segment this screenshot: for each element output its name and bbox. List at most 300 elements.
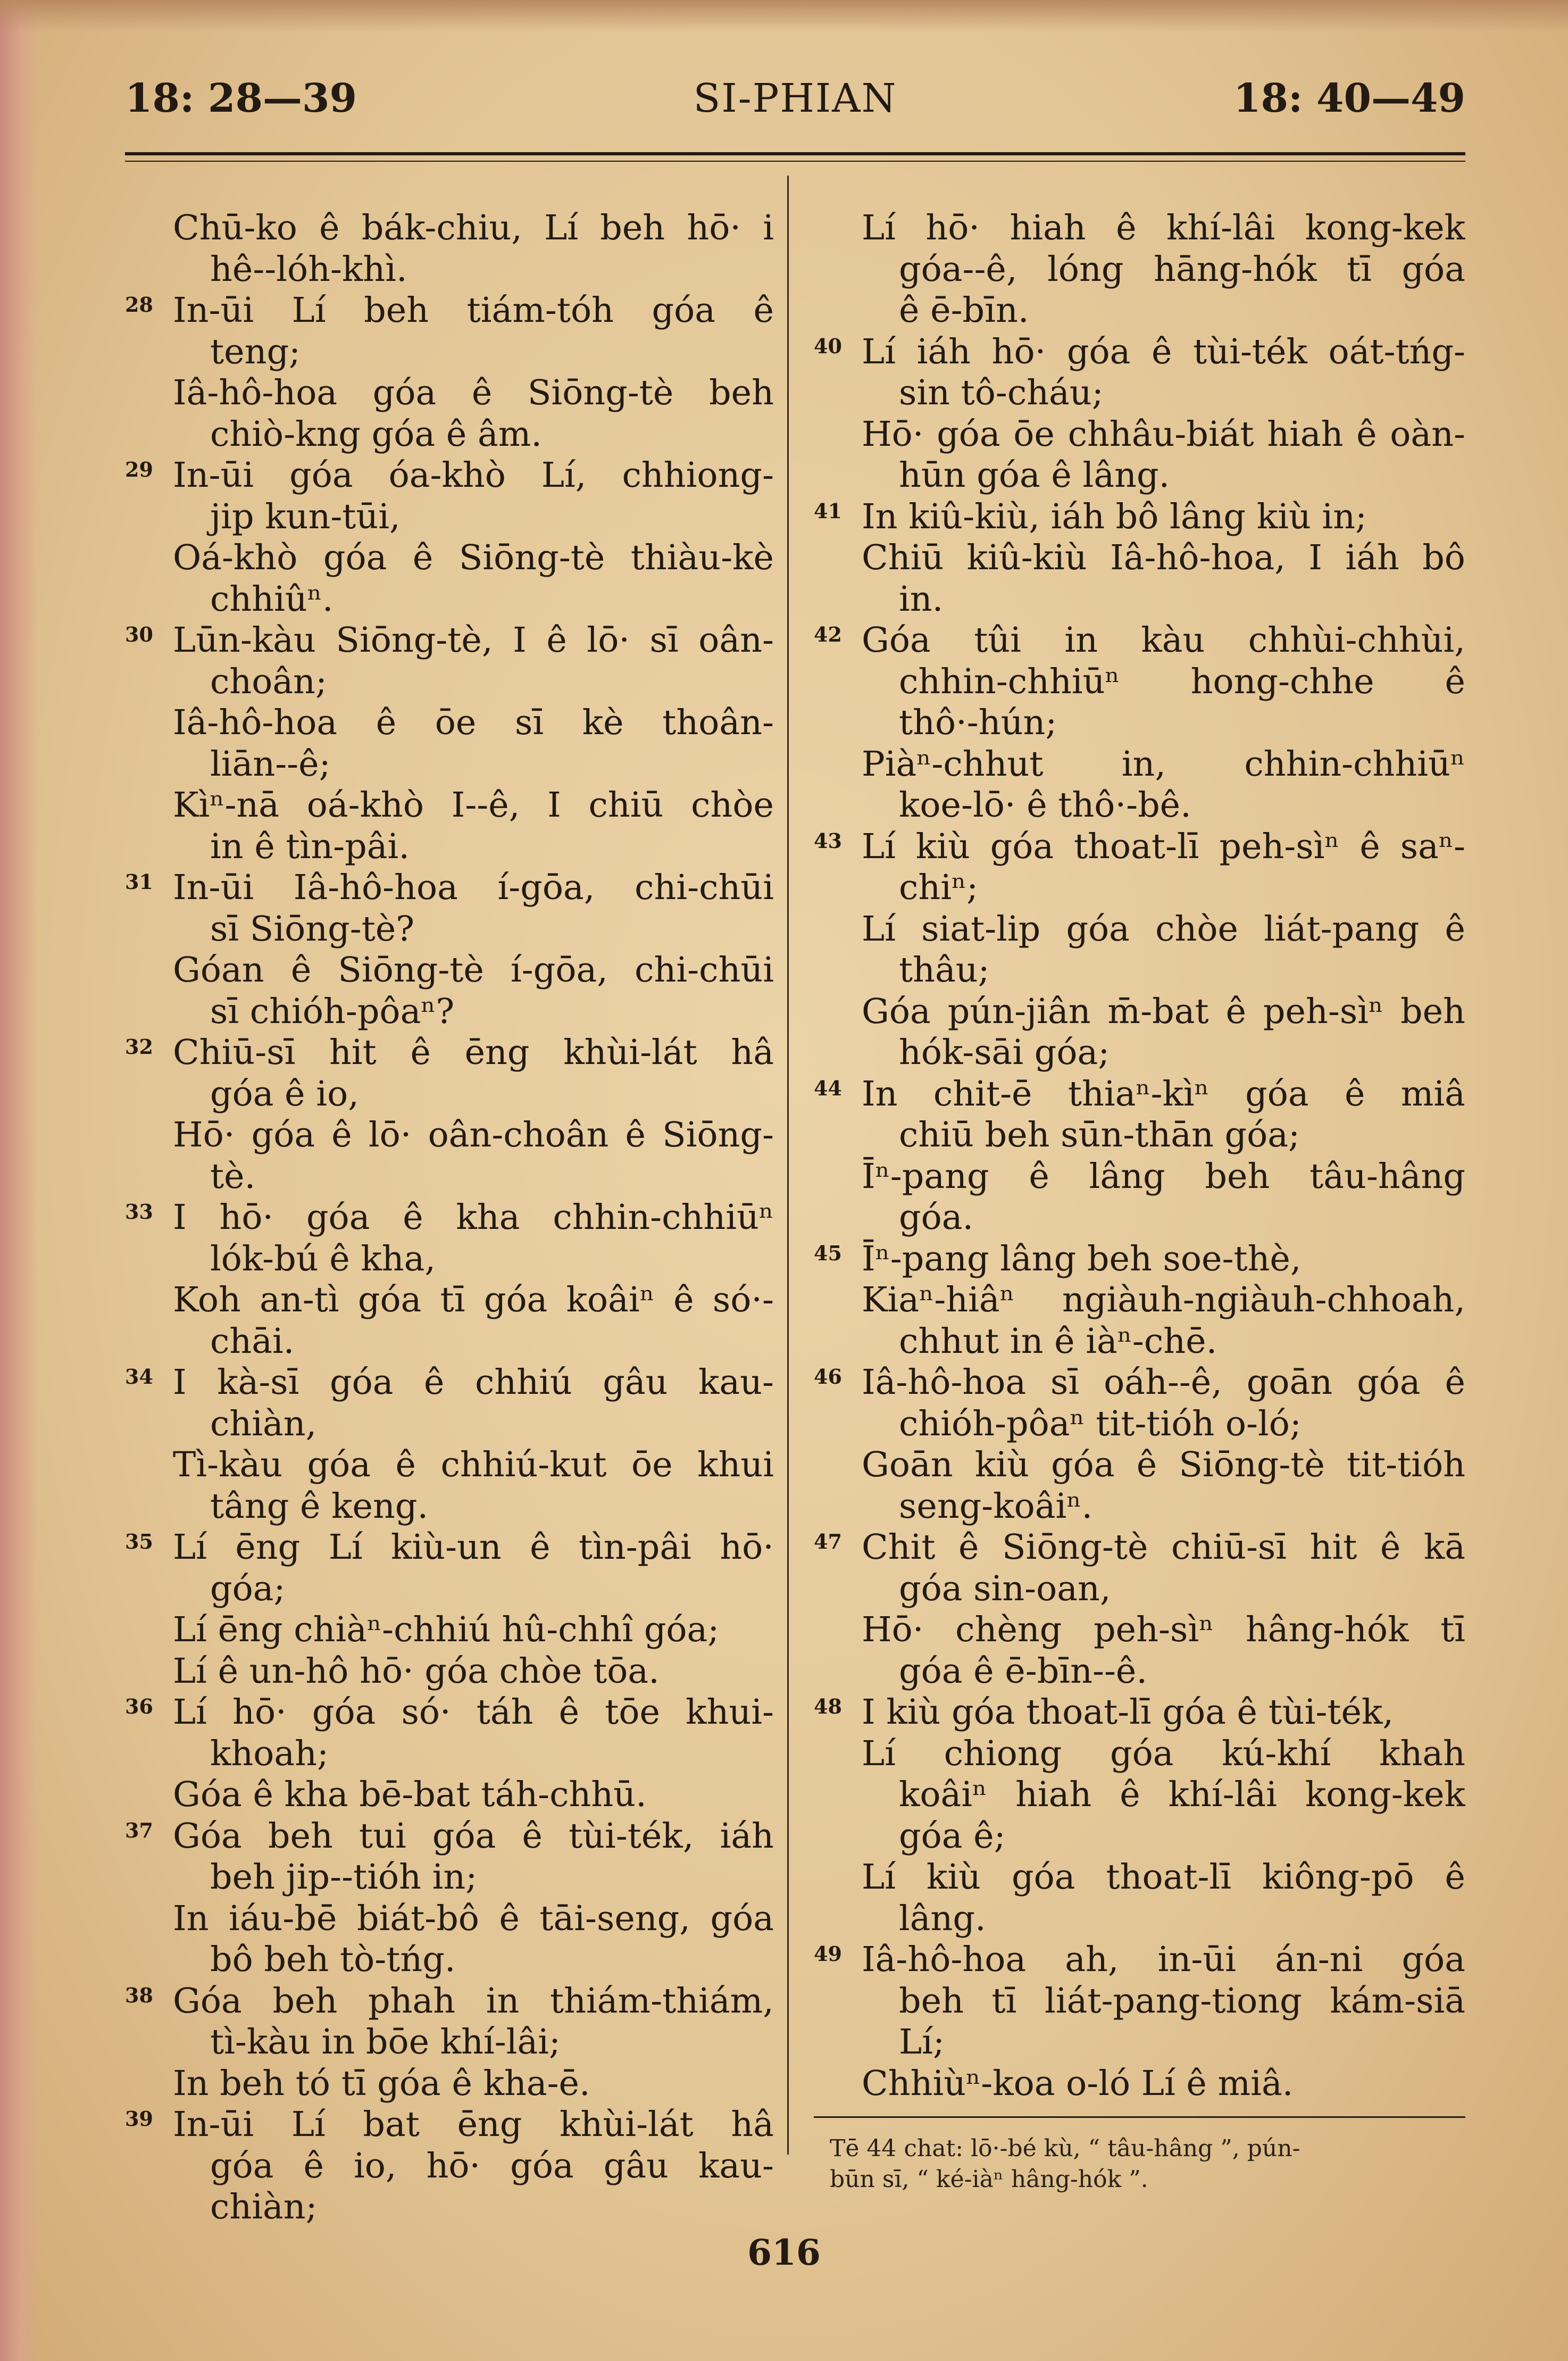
verse-line-text: beh jip--tióh in; xyxy=(210,1857,478,1897)
verse-block xyxy=(125,867,774,950)
verse-line xyxy=(125,1568,774,1610)
verse-word: góa xyxy=(1402,249,1465,289)
verse-line-text: góa ê io, xyxy=(210,1074,359,1114)
verse-line xyxy=(814,1857,1465,1898)
verse-line xyxy=(814,991,1465,1033)
verse-word: iáu-bē xyxy=(229,1898,337,1939)
verse-block xyxy=(814,1527,1465,1609)
verse-word: Siōng-tè xyxy=(1179,1445,1325,1485)
verse-word: Iâ-hô-hoa xyxy=(173,703,338,743)
verse-number: 39 xyxy=(125,2107,153,2131)
verse-block xyxy=(814,1279,1465,1362)
verse-line-text: chiàn, xyxy=(210,1403,317,1444)
verse-line xyxy=(814,1774,1465,1816)
verse-word: thiàu-kè xyxy=(630,538,774,578)
verse-word: m̄-bat xyxy=(1107,991,1209,1032)
verse-block xyxy=(814,414,1465,496)
verse-word: bat xyxy=(363,2105,420,2144)
verse-word: khui xyxy=(697,1445,774,1485)
verse-word: phah xyxy=(368,1981,456,2021)
verse-word: Góa xyxy=(862,620,931,660)
verse-line xyxy=(814,1279,1465,1321)
verse-word: In-ūi xyxy=(173,290,254,330)
verse-word: ê xyxy=(403,1198,423,1237)
header-right-range: 18: 40—49 xyxy=(1233,76,1465,121)
verse-word: oân- xyxy=(698,620,774,660)
verse-line xyxy=(125,620,774,661)
verse-line xyxy=(125,661,774,703)
verse-word: biát-bô xyxy=(356,1898,479,1939)
verse-block xyxy=(814,1692,1465,1733)
verse-block xyxy=(814,1156,1465,1238)
verse-word: oá-khò xyxy=(306,785,424,825)
verse-word: Siōng-tè, xyxy=(336,620,493,660)
verse-line-text: chiò-kng góa ê âm. xyxy=(210,414,543,454)
verse-line xyxy=(814,1692,1465,1733)
verse-word: góa xyxy=(483,1280,548,1320)
verse-line xyxy=(125,909,774,950)
verse-line xyxy=(125,1692,774,1733)
verse-word: Siōng-tè xyxy=(338,950,484,990)
verse-block xyxy=(814,991,1465,1074)
verse-word: chi-chūi xyxy=(635,868,774,908)
verse-word: Lūn-kàu xyxy=(173,620,316,660)
verse-word: Iâ-hô-hoa, xyxy=(1110,538,1286,578)
verse-word: góa xyxy=(1110,1733,1174,1774)
verse-word: Siōng-tè xyxy=(527,373,674,413)
verse-word: Īⁿ-pang xyxy=(862,1156,989,1196)
verse-number: 31 xyxy=(125,870,153,894)
verse-word: khah xyxy=(1379,1733,1465,1774)
verse-word: ê xyxy=(1120,1775,1140,1815)
verse-word: Siōng-tè xyxy=(458,538,605,578)
verse-word: hō· xyxy=(219,1198,274,1237)
verse-word: sī xyxy=(1050,1362,1080,1402)
verse-block xyxy=(125,1692,774,1774)
verse-word: In-ūi xyxy=(173,868,254,908)
verse-line xyxy=(814,1156,1465,1198)
verse-line-text: hūn góa ê lâng. xyxy=(899,455,1170,495)
verse-word: tûi xyxy=(974,620,1021,660)
verse-word: án-ni xyxy=(1275,1940,1363,1980)
verse-word: ê xyxy=(1380,1527,1401,1567)
verse-word: peh-sìⁿ xyxy=(1219,826,1340,867)
verse-word: Tì-kàu xyxy=(173,1445,283,1485)
verse-word: tī xyxy=(1440,1610,1465,1650)
verse-line xyxy=(125,1898,774,1940)
verse-word: ê xyxy=(1356,414,1377,454)
verse-word: góa xyxy=(323,538,387,578)
verse-word: tī xyxy=(1347,249,1372,289)
verse-word: góa xyxy=(710,1898,774,1939)
verse-line-text: chhut in ê iàⁿ-chē. xyxy=(899,1321,1217,1361)
verse-line xyxy=(125,455,774,496)
verse-word: ê xyxy=(395,1445,416,1485)
verse-block xyxy=(814,1444,1465,1527)
verse-line-text: hê--lóh-khì. xyxy=(210,249,407,289)
verse-line-text: In beh tó tī góa ê kha-ē. xyxy=(173,2063,590,2104)
verse-line xyxy=(814,414,1465,455)
page-top-shadow xyxy=(0,0,1568,32)
verse-word: ê xyxy=(546,620,567,660)
verse-word: tui xyxy=(358,1816,406,1856)
verse-block xyxy=(125,1816,774,1898)
verse-line-text: sī Siōng-tè? xyxy=(210,909,415,949)
verse-word: Goān xyxy=(862,1445,953,1485)
verse-line-text: chāi. xyxy=(210,1321,295,1361)
verse-word: peh-sìⁿ xyxy=(1263,991,1384,1032)
verse-word: beh xyxy=(1205,1156,1270,1196)
verse-word: tìn-pâi xyxy=(579,1527,691,1567)
verse-word: Lí, xyxy=(541,455,587,495)
verse-line xyxy=(125,1939,774,1981)
verse-word: Piàⁿ-chhut xyxy=(862,744,1044,784)
verse-line xyxy=(814,867,1465,909)
verse-number: 47 xyxy=(814,1529,842,1553)
verse-line-text: teng; xyxy=(210,331,301,372)
verse-word: I xyxy=(173,1198,187,1237)
verse-word: I--ê, xyxy=(451,785,520,825)
verse-word: góa xyxy=(251,1115,315,1155)
verse-word: ê xyxy=(423,1362,445,1402)
verse-number: 42 xyxy=(814,622,842,646)
verse-line xyxy=(125,1279,774,1321)
verse-word: só· xyxy=(401,1692,451,1732)
verse-line xyxy=(125,785,774,826)
verse-word: ê xyxy=(1152,331,1172,372)
verse-word: khí-lâi xyxy=(1166,208,1275,248)
verse-number: 37 xyxy=(125,1818,153,1842)
verse-word: Chiū-sī xyxy=(173,1033,296,1073)
verse-word: peh-sìⁿ xyxy=(1094,1610,1214,1650)
footnote-line-2: būn sī, “ ké-iàⁿ hâng-hók ”. xyxy=(830,2166,1148,2193)
verse-word: oáh--ê, xyxy=(1104,1362,1222,1402)
verse-block xyxy=(814,620,1465,744)
verse-block xyxy=(125,1362,774,1444)
verse-number: 30 xyxy=(125,622,153,646)
verse-line-text: Góa ê kha bē-bat táh-chhū. xyxy=(173,1775,647,1815)
verse-block xyxy=(125,1609,774,1651)
verse-number: 45 xyxy=(814,1241,842,1265)
verse-word: tiám-tóh xyxy=(466,290,614,330)
verse-line-text: Lí ēng chiàⁿ-chhiú hû-chhî góa; xyxy=(173,1610,720,1650)
verse-line xyxy=(125,1197,774,1238)
verse-word: In-ūi xyxy=(173,455,254,495)
verse-line xyxy=(125,950,774,991)
verse-word: góa xyxy=(510,2146,574,2186)
verse-word: kha xyxy=(456,1198,520,1237)
verse-word: góa xyxy=(357,1280,422,1320)
verse-line xyxy=(814,579,1465,620)
verse-word: kā xyxy=(1423,1527,1465,1567)
verse-word: hiah xyxy=(1015,1775,1092,1815)
verse-word: Lí xyxy=(328,1527,363,1567)
right-text-column xyxy=(814,207,1465,2104)
verse-word: tāi-seng, xyxy=(539,1898,690,1939)
verse-block xyxy=(125,2063,774,2105)
verse-word: Lí xyxy=(544,208,579,248)
verse-word: Lí xyxy=(291,290,326,330)
verse-block xyxy=(814,1074,1465,1156)
verse-word: ê xyxy=(471,373,493,413)
verse-word: chhin-chhiūⁿ xyxy=(1244,744,1465,784)
verse-word: hō· xyxy=(925,208,980,248)
verse-word: ngiàuh-ngiàuh-chhoah, xyxy=(1062,1280,1465,1320)
verse-number: 36 xyxy=(125,1694,153,1718)
verse-block xyxy=(814,1238,1465,1280)
verse-line xyxy=(814,1197,1465,1238)
verse-word: góa xyxy=(990,826,1054,867)
verse-word: kiông-pō xyxy=(1262,1857,1414,1897)
verse-block xyxy=(814,1733,1465,1857)
verse-line xyxy=(125,1609,774,1651)
verse-word: Kìⁿ-nā xyxy=(173,785,280,825)
verse-word: oát-tńg- xyxy=(1328,331,1465,372)
footnote xyxy=(830,2133,1465,2195)
verse-word: hāng-hók xyxy=(1154,249,1317,289)
verse-number: 49 xyxy=(814,1942,842,1966)
verse-block xyxy=(125,1898,774,1981)
verse-number: 28 xyxy=(125,293,153,317)
page-number: 616 xyxy=(747,2232,821,2273)
verse-line xyxy=(814,207,1465,249)
verse-word: sī xyxy=(649,620,679,660)
verse-word: góa xyxy=(312,1692,376,1732)
verse-word: góa xyxy=(306,1198,370,1237)
verse-line-text: choân; xyxy=(210,661,327,702)
verse-word: ōe xyxy=(1013,414,1055,454)
verse-word: Chū-ko xyxy=(173,208,297,248)
verse-word: khui- xyxy=(686,1692,774,1732)
verse-block xyxy=(125,950,774,1032)
verse-word: ah, xyxy=(1065,1940,1119,1980)
verse-word: góa xyxy=(1402,1940,1465,1980)
verse-word: koâiⁿ xyxy=(566,1280,655,1320)
verse-block xyxy=(125,1774,774,1816)
verse-word: Koh xyxy=(173,1280,241,1320)
verse-word: kám-siā xyxy=(1330,1981,1465,2021)
verse-block xyxy=(814,1609,1465,1692)
verse-word: chèng xyxy=(955,1610,1062,1650)
verse-word: I xyxy=(547,785,561,825)
verse-line xyxy=(814,1898,1465,1940)
verse-word: góa xyxy=(372,373,437,413)
verse-word: Siōng- xyxy=(662,1115,774,1155)
verse-word: Oá-khò xyxy=(173,538,298,578)
verse-word: sī xyxy=(515,703,544,743)
verse-word: ê xyxy=(290,950,312,990)
verse-word: oân-choân xyxy=(428,1115,609,1155)
verse-word: hō· xyxy=(232,1692,287,1732)
verse-word: Iâ-hô-hoa xyxy=(862,1362,1027,1402)
verse-line-text: lók-bú ê kha, xyxy=(210,1238,436,1279)
verse-word: ê xyxy=(376,703,397,743)
verse-word: kong-kek xyxy=(1305,1775,1465,1815)
verse-line-text: tì-kàu in bōe khí-lâi; xyxy=(210,2022,561,2062)
verse-word: In xyxy=(862,1074,898,1114)
verse-block xyxy=(125,1651,774,1692)
verse-line-text: chiū beh sūn-thān góa; xyxy=(899,1115,1300,1155)
verse-line-text: In kiû-kiù, iáh bô lâng kiù in; xyxy=(862,496,1367,537)
verse-line xyxy=(814,1609,1465,1651)
verse-word: beh xyxy=(272,1981,338,2021)
verse-line xyxy=(814,744,1465,785)
verse-word: Góa xyxy=(173,1981,242,2021)
verse-word: góa xyxy=(432,1816,496,1856)
verse-word: hiah xyxy=(1010,208,1086,248)
verse-word: í-gōa, xyxy=(497,868,595,908)
verse-word: góa xyxy=(1245,1074,1309,1114)
verse-line-text: Lí; xyxy=(899,2022,945,2062)
verse-block xyxy=(814,744,1465,826)
verse-word: bô xyxy=(1422,538,1465,578)
verse-line-text: lâng. xyxy=(899,1898,986,1939)
verse-word: chiū-sī xyxy=(1171,1527,1287,1567)
verse-word: tâu-hâng xyxy=(1310,1156,1465,1196)
verse-word: hâng-hók xyxy=(1245,1610,1409,1650)
verse-word: Lí xyxy=(173,1692,207,1732)
verse-word: óa-khò xyxy=(388,455,506,495)
verse-word: góa xyxy=(1012,1857,1075,1897)
verse-line xyxy=(814,1939,1465,1981)
verse-word: ê xyxy=(1445,909,1465,949)
verse-block xyxy=(125,702,774,785)
verse-word: hit xyxy=(1310,1527,1357,1567)
verse-line xyxy=(125,1857,774,1898)
verse-block xyxy=(125,1115,774,1197)
verse-line xyxy=(814,826,1465,868)
verse-word: tōe xyxy=(605,1692,660,1732)
verse-word: chhiú-kut xyxy=(440,1445,607,1485)
verse-word: ê xyxy=(1225,991,1246,1032)
verse-word: thiám-thiám, xyxy=(550,1981,774,2021)
verse-line-text: sī chióh-pôaⁿ? xyxy=(210,991,455,1032)
verse-line xyxy=(125,1321,774,1362)
verse-line xyxy=(125,414,774,455)
header-left-range: 18: 28—39 xyxy=(125,76,357,121)
verse-word: táh xyxy=(476,1692,533,1732)
verse-word: hō· xyxy=(991,331,1046,372)
verse-word: in, xyxy=(1121,744,1166,784)
verse-number: 38 xyxy=(125,1983,153,2007)
verse-word: Hō· xyxy=(862,1610,924,1650)
verse-line xyxy=(814,702,1465,744)
verse-line xyxy=(125,1115,774,1156)
verse-block xyxy=(814,496,1465,538)
verse-word: i xyxy=(763,208,774,248)
verse-word: lâng xyxy=(1089,1156,1165,1196)
verse-word: hâ xyxy=(731,2105,774,2144)
verse-word: goān xyxy=(1246,1362,1333,1402)
verse-word: tī xyxy=(991,1981,1017,2021)
verse-line-text: chióh-pôaⁿ tit-tióh o-ló; xyxy=(899,1403,1302,1444)
verse-word: saⁿ- xyxy=(1400,826,1465,867)
verse-word: chhin-chhiūⁿ xyxy=(553,1198,774,1237)
verse-line xyxy=(814,620,1465,661)
verse-word: ê xyxy=(1136,1445,1157,1485)
verse-word: ê xyxy=(412,538,433,578)
verse-line xyxy=(814,1568,1465,1610)
verse-word: chiong xyxy=(944,1733,1062,1774)
verse-word: hong-chhe xyxy=(1190,661,1374,702)
footnote-rule xyxy=(814,2116,1465,2118)
verse-word: Hō· xyxy=(862,414,924,454)
verse-line xyxy=(125,744,774,785)
verse-word: chòe xyxy=(691,785,774,825)
verse-line-text: ê ē-bīn. xyxy=(899,290,1029,330)
verse-line-text: I kiù góa thoat-lī góa ê tùi-ték, xyxy=(862,1692,1394,1732)
verse-word: ê xyxy=(1029,1156,1049,1196)
verse-word: góa xyxy=(1066,909,1130,949)
verse-block xyxy=(125,372,774,455)
verse-word: beh xyxy=(268,1816,333,1856)
verse-word: Lí xyxy=(862,208,896,248)
verse-word: Hō· xyxy=(173,1115,235,1155)
verse-word: Siōng-tè xyxy=(1002,1527,1148,1567)
verse-word: beh xyxy=(600,208,665,248)
verse-word: thoân- xyxy=(662,703,774,743)
verse-word: kà-sī xyxy=(217,1362,299,1402)
verse-word: ê xyxy=(331,1115,352,1155)
verse-line xyxy=(814,290,1465,331)
verse-line xyxy=(125,1362,774,1403)
verse-block xyxy=(125,2104,774,2228)
verse-word: ê xyxy=(530,1527,551,1567)
verse-word: chhin-chhiūⁿ xyxy=(899,661,1120,702)
verse-word: Chit xyxy=(862,1527,936,1567)
verse-word: ēng xyxy=(457,2105,522,2144)
verse-block xyxy=(814,1362,1465,1444)
column-divider xyxy=(787,176,789,2155)
verse-block xyxy=(125,1981,774,2063)
verse-word: Lí xyxy=(862,331,896,372)
verse-word: Lí xyxy=(862,1733,896,1774)
verse-word: thoat-lī xyxy=(1074,826,1199,867)
verse-word: Chiū xyxy=(862,538,944,578)
verse-word: chiū xyxy=(588,785,664,825)
verse-line-text: góa ê ē-bīn--ê. xyxy=(899,1651,1148,1691)
verse-word: góa xyxy=(652,290,716,330)
verse-word: hō· xyxy=(687,208,741,248)
verse-word: ê xyxy=(1360,826,1380,867)
verse-word: kiù xyxy=(926,1857,981,1897)
verse-word: Lí xyxy=(862,826,896,867)
verse-line-text: in. xyxy=(899,579,944,619)
verse-word: in-ūi xyxy=(1157,1940,1236,1980)
verse-word: lóng xyxy=(1047,249,1124,289)
page-edge-stain xyxy=(0,0,37,2361)
verse-word: kiù-un xyxy=(391,1527,502,1567)
verse-word: Lí xyxy=(291,2105,326,2144)
verse-number: 46 xyxy=(814,1365,842,1389)
verse-word: lō· xyxy=(368,1115,412,1155)
verse-word: io, xyxy=(353,2146,397,2186)
verse-line xyxy=(125,1032,774,1074)
verse-line xyxy=(814,1238,1465,1280)
verse-word: Lí xyxy=(862,909,896,949)
verse-line-text: seng-koâiⁿ. xyxy=(899,1486,1093,1526)
verse-word: kú-khí xyxy=(1222,1733,1331,1774)
verse-number: 48 xyxy=(814,1694,842,1718)
verse-block xyxy=(125,455,774,537)
verse-word: ê xyxy=(753,290,774,330)
verse-block xyxy=(814,909,1465,991)
verse-word: miâ xyxy=(1400,1074,1465,1114)
verse-line xyxy=(125,331,774,373)
verse-word: góa xyxy=(937,414,1000,454)
verse-line xyxy=(125,1486,774,1527)
verse-line xyxy=(125,2022,774,2063)
